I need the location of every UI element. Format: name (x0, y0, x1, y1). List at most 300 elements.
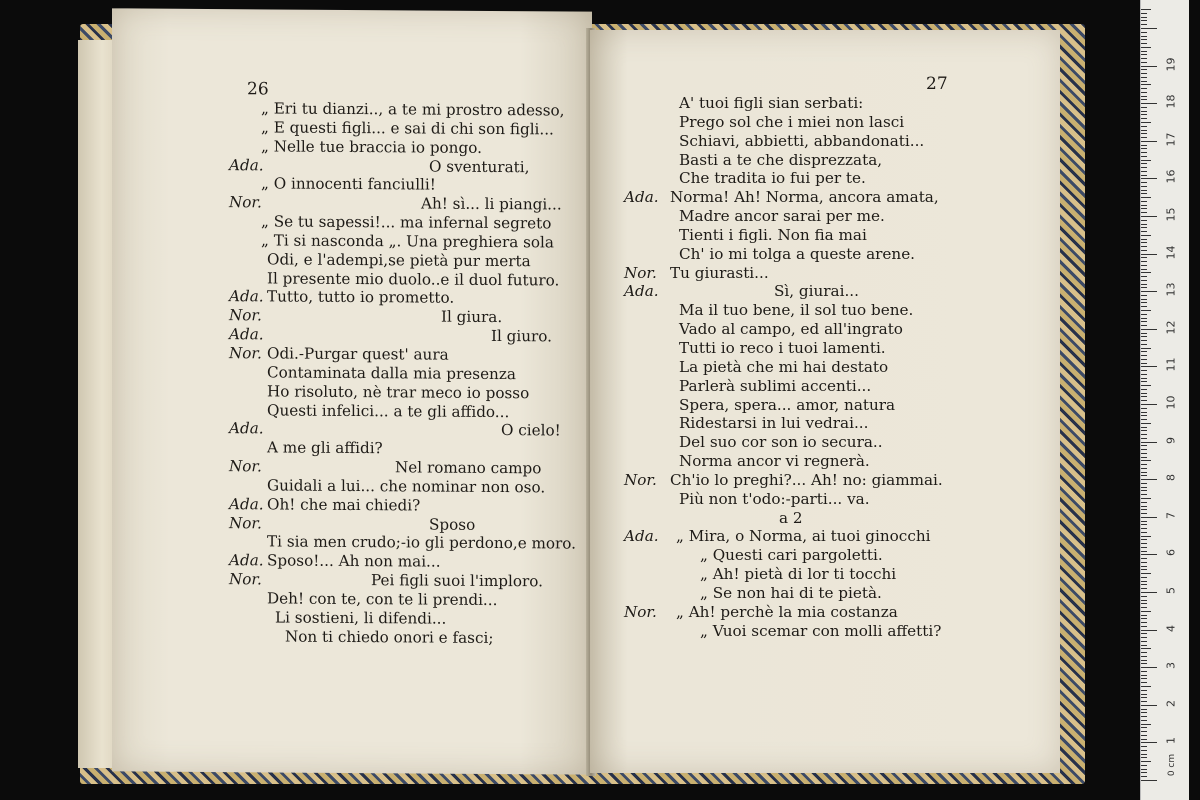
ruler-tick (1141, 630, 1157, 631)
text-line (624, 396, 1024, 415)
ruler-tick (1141, 9, 1151, 10)
speaker-label: Ada. (229, 325, 264, 344)
ruler-tick (1141, 257, 1147, 258)
ruler-tick (1141, 419, 1147, 420)
ruler-tick (1141, 160, 1151, 161)
verse-text: „ E questi figli... e sai di chi son figli... (261, 118, 554, 139)
ruler-tick (1141, 363, 1147, 364)
text-line (229, 288, 574, 309)
ruler-tick (1141, 366, 1157, 367)
text-line (229, 363, 574, 384)
verse-text: Tienti i figli. Non fia mai (679, 225, 867, 244)
ruler-number: 9 (1164, 436, 1178, 444)
text-line (229, 551, 574, 572)
text-line (229, 193, 574, 214)
text-line (624, 151, 1024, 170)
ruler-tick (1141, 295, 1147, 296)
ruler-tick (1141, 84, 1151, 85)
ruler-tick (1141, 261, 1147, 262)
ruler-tick (1141, 43, 1147, 44)
verse-text: Prego sol che i miei non lasci (679, 112, 905, 131)
ruler-tick (1141, 182, 1147, 183)
ruler-tick (1141, 554, 1157, 555)
ruler-tick (1141, 344, 1147, 345)
ruler-tick (1141, 569, 1147, 570)
ruler-tick (1141, 682, 1147, 683)
ruler-tick (1141, 618, 1147, 619)
verse-text: Guidali a lui... che nominar non oso. (267, 476, 546, 497)
ruler-tick (1141, 54, 1147, 55)
text-line (624, 226, 1024, 245)
ruler-number: 5 (1164, 587, 1178, 594)
ruler-tick (1141, 678, 1147, 679)
verse-text: A me gli affidi? (267, 438, 383, 458)
ruler-tick (1141, 385, 1151, 386)
ruler-tick (1141, 509, 1147, 510)
verse-text: „ Vuoi scemar con molli affetti? (700, 621, 942, 640)
ruler-unit-label: 0 cm (1167, 753, 1178, 777)
ruler-tick (1141, 171, 1147, 172)
ruler-tick (1141, 318, 1147, 319)
page-number: 26 (247, 79, 269, 100)
ruler-number: 13 (1164, 282, 1178, 297)
ruler-tick (1141, 231, 1147, 232)
text-line (624, 452, 1024, 471)
ruler-tick (1141, 633, 1147, 634)
ruler-tick (1141, 671, 1147, 672)
text-line (229, 231, 574, 252)
ruler-tick (1141, 280, 1147, 281)
ruler-tick (1141, 626, 1147, 627)
speaker-label: Ada. (229, 551, 264, 570)
ruler-tick (1141, 603, 1147, 604)
ruler-tick (1141, 746, 1147, 747)
ruler-tick (1141, 24, 1147, 25)
verse-text: „ Se tu sapessi!... ma infernal segreto (261, 212, 552, 233)
ruler-tick (1141, 28, 1157, 29)
ruler-tick (1141, 412, 1147, 413)
ruler-tick (1141, 96, 1147, 97)
verse-text: Ti sia men crudo;-io gli perdono,e moro. (267, 532, 577, 553)
verse-text: La pietà che mi hai destato (679, 357, 889, 376)
ruler-tick (1141, 506, 1147, 507)
ruler-tick (1141, 539, 1147, 540)
ruler-tick (1141, 302, 1147, 303)
ruler-tick (1141, 765, 1147, 766)
ruler-tick (1141, 77, 1147, 78)
ruler-tick (1141, 475, 1147, 476)
ruler-number: 7 (1164, 511, 1178, 519)
ruler-tick (1141, 62, 1147, 63)
ruler-tick (1141, 269, 1147, 270)
page-number: 27 (926, 74, 948, 94)
ruler-tick (1141, 254, 1157, 255)
ruler-tick (1141, 615, 1147, 616)
ruler-tick (1141, 547, 1147, 548)
ruler-tick (1141, 333, 1147, 334)
speaker-label: Nor. (229, 513, 262, 532)
verse-text: Nel romano campo (395, 458, 542, 478)
ruler-tick (1141, 584, 1147, 585)
text-line (229, 532, 577, 554)
ruler-tick (1141, 434, 1147, 435)
ruler-tick (1141, 32, 1147, 33)
ruler-tick (1141, 663, 1147, 664)
ruler-number: 17 (1164, 132, 1178, 147)
verse-text: Basti a te che disprezzata, (679, 150, 883, 169)
ruler-tick (1141, 224, 1147, 225)
ruler-tick (1141, 423, 1151, 424)
text-line (624, 622, 1024, 641)
verse-text: Tu giurasti... (670, 263, 769, 282)
verse-text: Contaminata dalla mia presenza (267, 363, 516, 383)
ruler-tick (1141, 464, 1147, 465)
ruler-number: 14 (1164, 245, 1178, 260)
ruler-tick (1141, 757, 1147, 758)
ruler-tick (1141, 780, 1157, 781)
ruler-tick (1141, 600, 1147, 601)
ruler-tick (1141, 190, 1147, 191)
ruler-tick (1141, 246, 1147, 247)
ruler-tick (1141, 430, 1147, 431)
verse-text: O cielo! (501, 421, 561, 440)
ruler-tick (1141, 472, 1147, 473)
verse-text: „ O innocenti fanciulli! (261, 174, 436, 194)
ruler-tick (1141, 543, 1147, 544)
ruler-tick (1141, 502, 1147, 503)
ruler-tick (1141, 242, 1147, 243)
verse-text: Norma ancor vi regnerà. (679, 452, 870, 471)
ruler-tick (1141, 607, 1147, 608)
text-line (624, 132, 1024, 151)
ruler-tick (1141, 517, 1157, 518)
ruler-tick (1141, 47, 1151, 48)
text-line (229, 476, 574, 497)
speaker-label: Ada. (624, 527, 659, 546)
verse-text: Ma il tuo bene, il sol tuo bene. (679, 301, 914, 320)
ruler-number: 4 (1164, 624, 1178, 632)
ruler-tick (1141, 750, 1147, 751)
ruler-tick (1141, 130, 1147, 131)
ruler-tick (1141, 197, 1151, 198)
ruler-tick (1141, 656, 1147, 657)
ruler-tick (1141, 351, 1147, 352)
ruler-tick (1141, 81, 1147, 82)
ruler-tick (1141, 58, 1147, 59)
ruler-tick (1141, 645, 1147, 646)
text-line (624, 584, 1024, 603)
text-line (624, 282, 1024, 301)
ruler-tick (1141, 652, 1147, 653)
ruler-tick (1141, 13, 1147, 14)
ruler-tick (1141, 355, 1147, 356)
verse-text: Sì, giurai... (774, 282, 859, 301)
ruler-number: 18 (1164, 94, 1178, 109)
ruler-number: 16 (1164, 169, 1178, 184)
ruler-tick (1141, 193, 1147, 194)
ruler-tick (1141, 483, 1147, 484)
verse-text: Pei figli suoi l'imploro. (371, 571, 543, 591)
text-line (229, 419, 574, 440)
ruler-tick (1141, 457, 1147, 458)
text-line (624, 490, 1024, 509)
speaker-label: Nor. (229, 344, 262, 363)
ruler-tick (1141, 404, 1157, 405)
speaker-label: Nor. (229, 193, 262, 212)
text-line (229, 495, 574, 516)
verse-text: Il presente mio duolo..e il duol futuro. (267, 269, 560, 290)
ruler-tick (1141, 528, 1147, 529)
verse-text: Odi, e l'adempi,se pietà pur merta (267, 250, 531, 270)
verse-text: Norma! Ah! Norma, ancora amata, (670, 188, 939, 207)
ruler-tick (1141, 118, 1147, 119)
ruler-tick (1141, 716, 1147, 717)
speaker-label: Nor. (624, 470, 657, 489)
speaker-label: Ada. (624, 282, 659, 301)
ruler-tick (1141, 66, 1157, 67)
ruler-tick (1141, 20, 1147, 21)
verse-text: Tutto, tutto io prometto. (267, 287, 455, 308)
ruler-tick (1141, 314, 1147, 315)
ruler-tick (1141, 178, 1157, 179)
ruler-tick (1141, 588, 1147, 589)
verse-text: Spera, spera... amor, natura (679, 395, 896, 414)
verse-text: Ridestarsi in lui vedrai... (679, 414, 869, 433)
ruler-tick (1141, 374, 1147, 375)
ruler-tick (1141, 148, 1147, 149)
verse-text: Sposo (429, 515, 476, 534)
text-line (624, 264, 1024, 283)
verse-text: Odi.-Purgar quest' aura (267, 344, 449, 364)
ruler-tick (1141, 731, 1147, 732)
ruler-tick (1141, 637, 1147, 638)
ruler-tick (1141, 513, 1147, 514)
ruler-tick (1141, 156, 1147, 157)
ruler-tick (1141, 141, 1157, 142)
ruler-tick (1141, 754, 1147, 755)
verse-text: „ Eri tu dianzi.., a te mi prostro adesso, (261, 99, 565, 120)
ruler-tick (1141, 163, 1147, 164)
ruler-tick (1141, 449, 1147, 450)
ruler-tick (1141, 660, 1147, 661)
text-line (624, 527, 1024, 546)
text-line (624, 433, 1024, 452)
ruler-tick (1141, 99, 1147, 100)
verse-text: O sventurati, (429, 157, 530, 176)
text-line (229, 344, 574, 365)
text-line (229, 401, 574, 422)
ruler-number: 10 (1164, 395, 1178, 410)
speaker-label: Ada. (624, 188, 659, 207)
ruler-number: 19 (1164, 57, 1178, 72)
text-line (624, 320, 1024, 339)
ruler-tick (1141, 697, 1147, 698)
speaker-label: Nor. (624, 602, 657, 621)
text-line (229, 382, 574, 403)
ruler-tick (1141, 36, 1147, 37)
ruler-tick (1141, 453, 1147, 454)
ruler-tick (1141, 227, 1147, 228)
text-line (624, 188, 1024, 207)
ruler-tick (1141, 445, 1147, 446)
verse-text: „ Mira, o Norma, ai tuoi ginocchi (676, 527, 931, 546)
ruler-tick (1141, 690, 1147, 691)
speaker-label: Nor. (229, 570, 262, 589)
ruler-tick (1141, 581, 1147, 582)
ruler-tick (1141, 536, 1151, 537)
ruler-tick (1141, 776, 1147, 777)
left-page-text (229, 99, 577, 648)
text-line (624, 169, 1024, 188)
verse-text: Del suo cor son io secura.. (679, 433, 883, 452)
ruler-tick (1141, 329, 1157, 330)
ruler-tick (1141, 761, 1151, 762)
ruler-tick (1141, 427, 1147, 428)
text-line (624, 245, 1024, 264)
text-line (624, 94, 1024, 113)
ruler-number: 6 (1164, 549, 1178, 557)
verse-text: Che tradita io fui per te. (679, 169, 866, 188)
text-line (624, 546, 1024, 565)
ruler-tick (1141, 205, 1147, 206)
verse-text: Più non t'odo:-parti... va. (679, 489, 870, 508)
ruler-tick (1141, 107, 1147, 108)
verse-text: Non ti chiedo onori e fasci; (285, 627, 494, 647)
verse-text: Schiavi, abbietti, abbandonati... (679, 131, 925, 150)
ruler-tick (1141, 265, 1147, 266)
text-line (229, 608, 574, 629)
speaker-label: Nor. (229, 306, 262, 325)
ruler-number: 8 (1164, 474, 1178, 482)
ruler-tick (1141, 558, 1147, 559)
ruler-tick (1141, 739, 1147, 740)
ruler-tick (1141, 648, 1151, 649)
text-line (229, 627, 574, 648)
ruler-tick (1141, 299, 1147, 300)
verse-text: Ho risoluto, nè trar meco io posso (267, 382, 530, 402)
verse-text: Ah! sì... li piangi... (421, 194, 562, 214)
right-page-text (624, 94, 1024, 640)
ruler-tick (1141, 208, 1147, 209)
ruler-tick (1141, 152, 1147, 153)
ruler-tick (1141, 521, 1147, 522)
ruler-tick (1141, 460, 1151, 461)
verse-text: Il giuro. (491, 327, 553, 346)
ruler-tick (1141, 562, 1147, 563)
ruler-tick (1141, 359, 1147, 360)
ruler-tick (1141, 396, 1147, 397)
verse-text: Vado al campo, ed all'ingrato (679, 320, 903, 339)
ruler-tick (1141, 381, 1147, 382)
text-line (624, 509, 1024, 528)
ruler-tick (1141, 389, 1147, 390)
verse-text: „ Nelle tue braccia io pongo. (261, 137, 482, 157)
verse-text: Oh! che mai chiedi? (267, 495, 421, 515)
ruler-number: 12 (1164, 320, 1178, 335)
ruler-tick (1141, 487, 1147, 488)
ruler-tick (1141, 88, 1147, 89)
ruler-tick (1141, 705, 1157, 706)
ruler-tick (1141, 573, 1151, 574)
ruler-tick (1141, 348, 1151, 349)
text-line (229, 99, 574, 120)
text-line (229, 156, 574, 177)
ruler-tick (1141, 126, 1147, 127)
speaker-label: Nor. (229, 457, 262, 476)
ruler-tick (1141, 216, 1157, 217)
text-line (624, 471, 1024, 490)
text-line (229, 269, 574, 290)
ruler-tick (1141, 667, 1157, 668)
ruler-tick (1141, 201, 1147, 202)
verse-text: a 2 (779, 508, 803, 527)
speaker-label: Nor. (624, 263, 657, 282)
text-line (229, 137, 574, 158)
ruler-tick (1141, 310, 1151, 311)
ruler-number: 11 (1164, 357, 1178, 372)
text-line (624, 565, 1024, 584)
ruler-tick (1141, 577, 1147, 578)
measuring-ruler (1140, 0, 1189, 800)
text-line (624, 603, 1024, 622)
verse-text: Sposo!... Ah non mai... (267, 551, 441, 571)
ruler-tick (1141, 92, 1147, 93)
right-page (590, 30, 1060, 773)
ruler-tick (1141, 287, 1147, 288)
ruler-tick (1141, 592, 1157, 593)
ruler-tick (1141, 490, 1147, 491)
ruler-tick (1141, 321, 1147, 322)
text-line (229, 438, 574, 459)
ruler-tick (1141, 769, 1147, 770)
ruler-tick (1141, 468, 1147, 469)
ruler-tick (1141, 408, 1147, 409)
ruler-tick (1141, 712, 1147, 713)
ruler-tick (1141, 415, 1147, 416)
text-line (624, 113, 1024, 132)
ruler-tick (1141, 306, 1147, 307)
verse-text: „ Ah! perchè la mia costanza (676, 602, 898, 621)
text-line (229, 514, 574, 535)
ruler-tick (1141, 73, 1147, 74)
ruler-tick (1141, 122, 1151, 123)
ruler-tick (1141, 239, 1147, 240)
ruler-tick (1141, 175, 1147, 176)
ruler-tick (1141, 675, 1147, 676)
ruler-tick (1141, 622, 1147, 623)
ruler-tick (1141, 694, 1147, 695)
ruler-tick (1141, 284, 1147, 285)
ruler-tick (1141, 494, 1147, 495)
ruler-tick (1141, 551, 1147, 552)
ruler-tick (1141, 641, 1147, 642)
ruler-tick (1141, 69, 1147, 70)
verse-text: „ Ti si nasconda „. Una preghiera sola (261, 231, 554, 252)
speaker-label: Ada. (229, 287, 264, 306)
ruler-tick (1141, 370, 1147, 371)
ruler-number: 2 (1164, 699, 1178, 707)
verse-text: Deh! con te, con te li prendi... (267, 589, 498, 609)
text-line (624, 358, 1024, 377)
verse-text: „ Se non hai di te pietà. (700, 583, 882, 602)
ruler-tick (1141, 378, 1147, 379)
text-line (624, 207, 1024, 226)
text-line (624, 301, 1024, 320)
text-line (624, 414, 1024, 433)
ruler-tick (1141, 498, 1151, 499)
text-line (229, 306, 574, 327)
ruler-tick (1141, 291, 1157, 292)
